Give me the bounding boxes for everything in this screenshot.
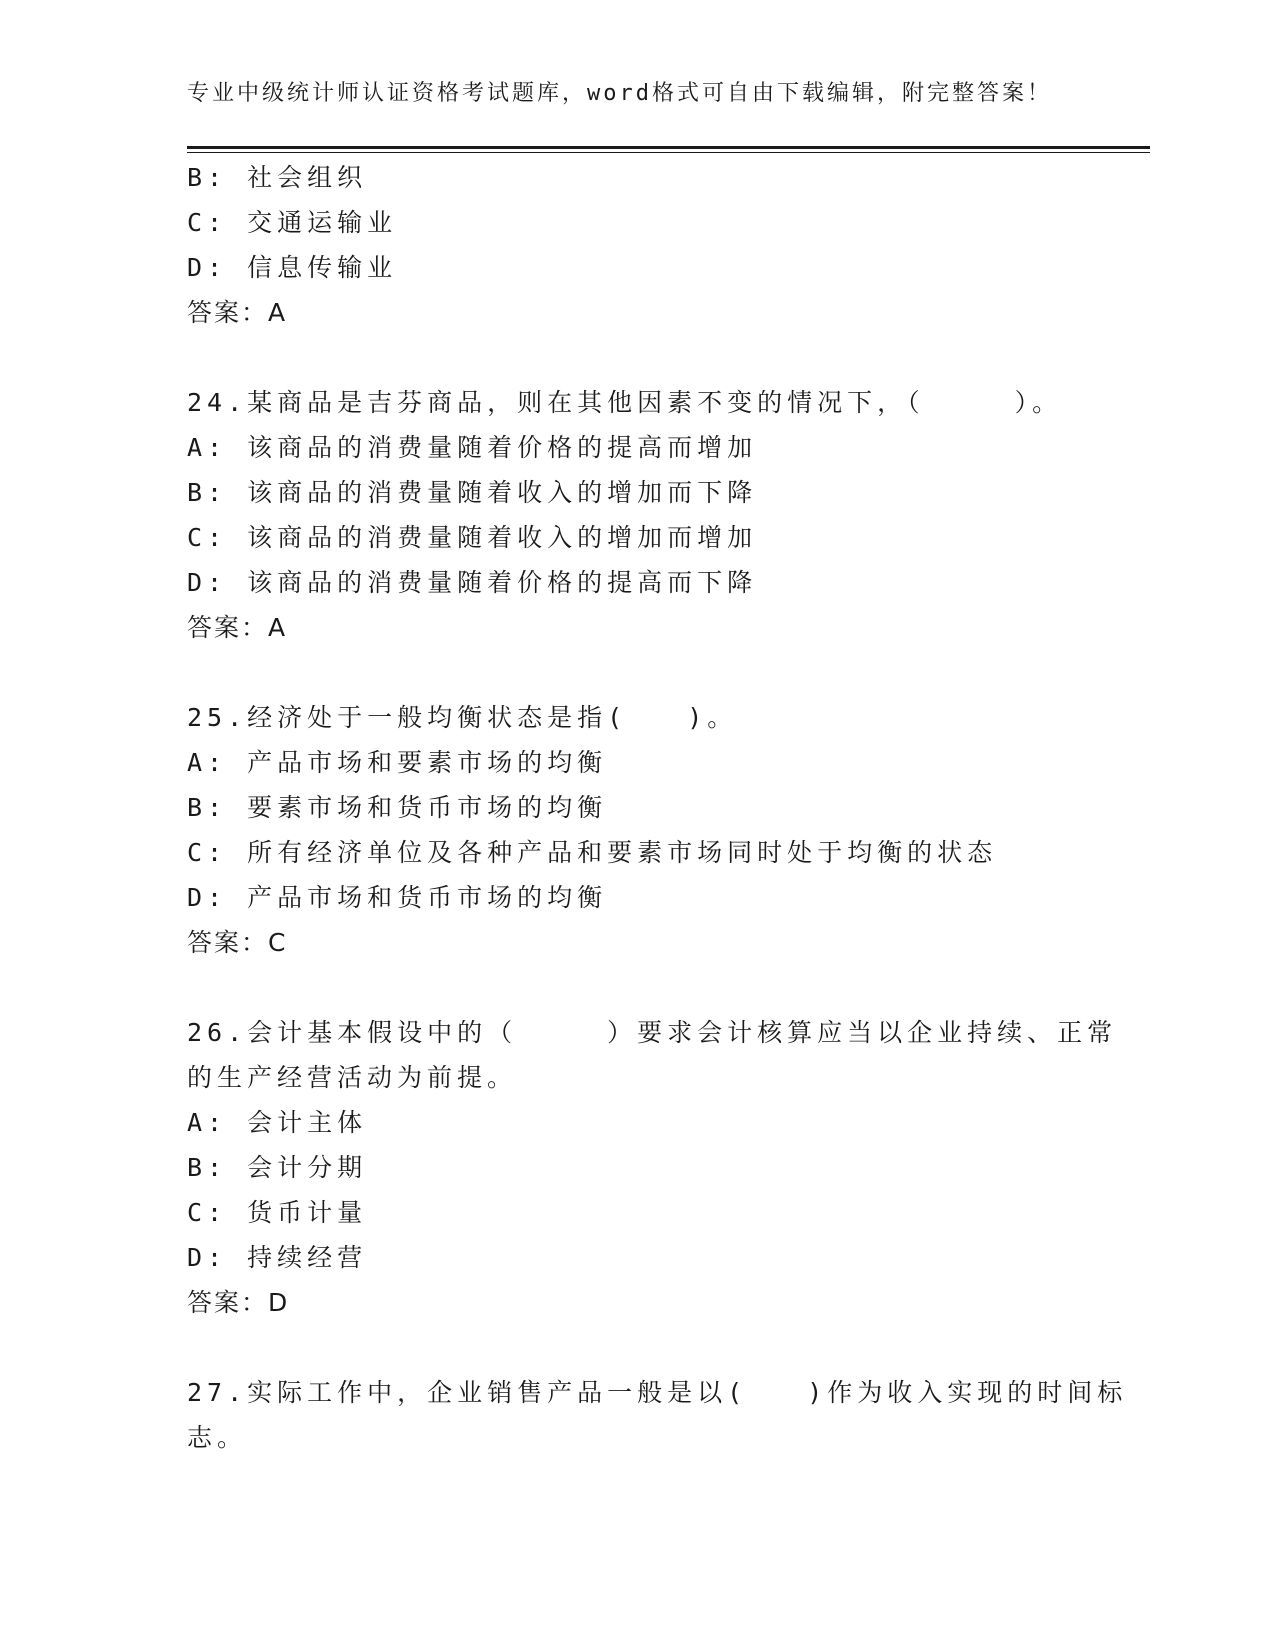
header-rule-thin [187,152,1150,153]
q24-option-d: D: 该商品的消费量随着价格的提高而下降 [187,568,758,597]
q25-option-c: C: 所有经济单位及各种产品和要素市场同时处于均衡的状态 [187,838,998,867]
q26-stem-line2: 的生产经营活动为前提。 [187,1063,518,1092]
q25-option-d: D: 产品市场和货币市场的均衡 [187,883,608,912]
q24-option-b: B: 该商品的消费量随着收入的增加而下降 [187,478,758,507]
q25-answer: 答案：C [187,928,288,957]
q27-stem-line1: 27.实际工作中，企业销售产品一般是以( )作为收入实现的时间标 [187,1378,1128,1407]
q25-stem: 25.经济处于一般均衡状态是指( )。 [187,703,738,732]
q26-option-d: D: 持续经营 [187,1243,368,1272]
q26-answer: 答案：D [187,1288,290,1317]
q25-option-a: A: 产品市场和要素市场的均衡 [187,748,608,777]
page-header: 专业中级统计师认证资格考试题库，word格式可自由下载编辑，附完整答案！ [187,81,1052,106]
q26-option-c: C: 货币计量 [187,1198,368,1227]
q25-option-b: B: 要素市场和货币市场的均衡 [187,793,608,822]
q24-option-c: C: 该商品的消费量随着收入的增加而增加 [187,523,758,552]
q26-option-b: B: 会计分期 [187,1153,368,1182]
q24-stem: 24.某商品是吉芬商品，则在其他因素不变的情况下，（ ）。 [187,388,1063,417]
q23-answer: 答案：A [187,298,288,327]
header-rule-thick [187,146,1150,149]
q23-option-b: B: 社会组织 [187,163,368,192]
q26-stem-line1: 26.会计基本假设中的（ ）要求会计核算应当以企业持续、正常 [187,1018,1118,1047]
q24-answer: 答案：A [187,613,288,642]
q23-option-d: D: 信息传输业 [187,253,398,282]
q23-option-c: C: 交通运输业 [187,208,398,237]
q27-stem-line2: 志。 [187,1423,248,1452]
q26-option-a: A: 会计主体 [187,1108,368,1137]
q24-option-a: A: 该商品的消费量随着价格的提高而增加 [187,433,758,462]
